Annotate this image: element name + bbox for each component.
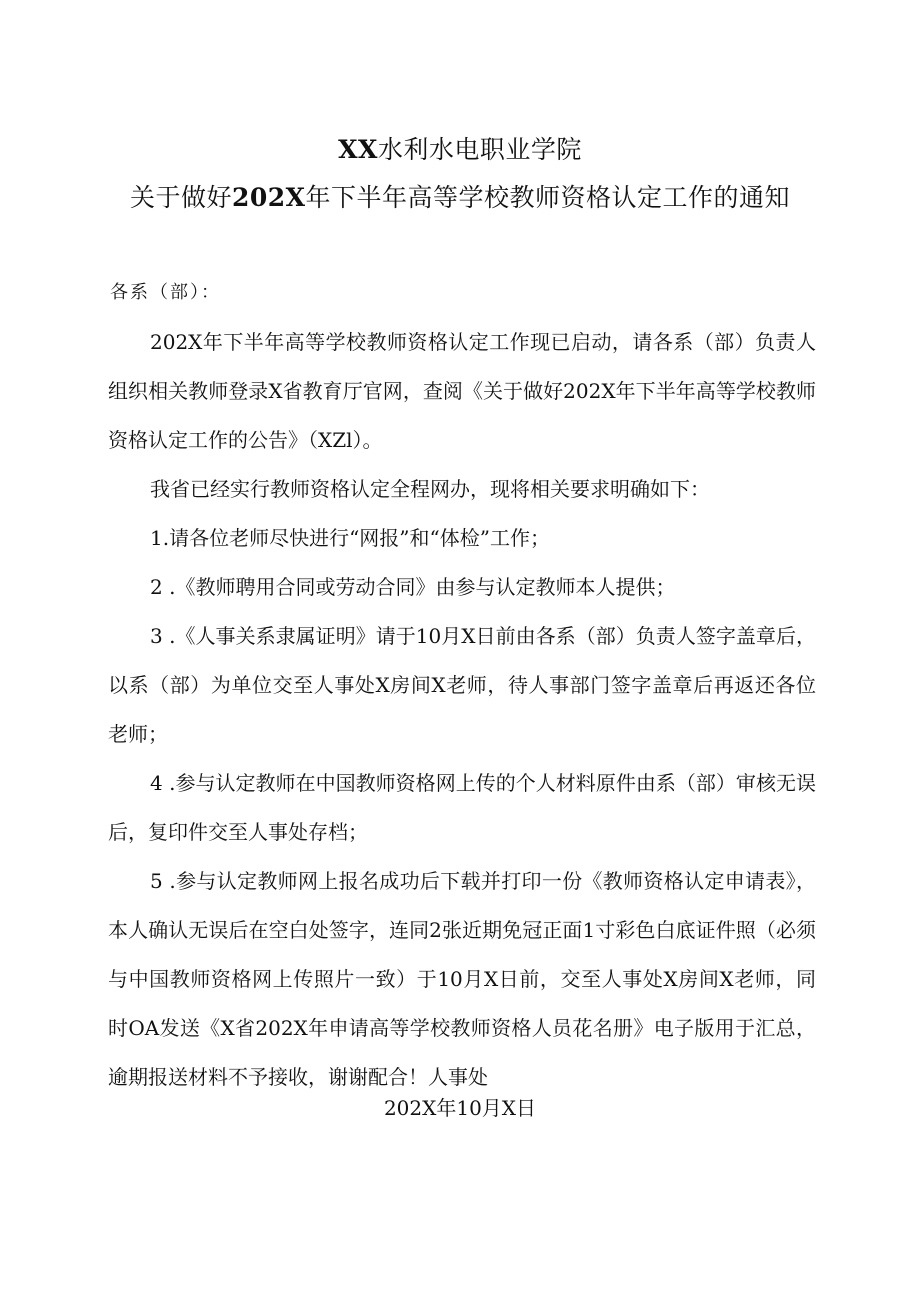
paragraph-item-1: 1.请各位老师尽快进行“网报”和“体检”工作； — [150, 526, 550, 550]
salutation: 各系（部）： — [110, 282, 221, 303]
title-notice-rest: 年下半年高等学校教师资格认定工作的通知 — [305, 183, 791, 212]
paragraph-item-2: 2 .《教师聘用合同或劳动合同》由参与认定教师本人提供； — [150, 575, 676, 599]
paragraph-item-3: 3 .《人事关系隶属证明》请于10月X日前由各系（部）负责人签字盖章后，以系（部）为单位交至人事处X房间X老师，待人事部门签字盖章后再返还各位老师； — [108, 624, 816, 746]
title-school-name: 水利水电职业学院 — [377, 135, 582, 164]
paragraph-requirements-lead: 我省已经实行教师资格认定全程网办，现将相关要求明确如下： — [150, 477, 710, 501]
document-date: 202X年10月X日 — [383, 1096, 537, 1120]
title-notice-prefix: 关于做好 — [129, 183, 232, 212]
paragraph-item-4: 4 .参与认定教师在中国教师资格网上传的个人材料原件由系（部）审核无误后，复印件交至人事处存档； — [108, 771, 816, 844]
document-title-line-1 — [0, 133, 920, 167]
document-title-line-2 — [0, 181, 920, 215]
paragraph-intro: 202X年下半年高等学校教师资格认定工作现已启动，请各系（部）负责人组织相关教师登录X省教育厅官网，查阅《关于做好202X年下半年高等学校教师资格认定工作的公告》（XZl）。 — [108, 330, 816, 452]
paragraph-item-5: 5 .参与认定教师网上报名成功后下载并打印一份《教师资格认定申请表》，本人确认无误后在空白处签字，连同2张近期免冠正面1寸彩色白底证件照（必须与中国教师资格网上传照片一致）于10月X日前，交至人事处X房间X老师，同时OA发送《X省202X年申请高等学校教师资格人员花名册》电子版用于汇总，逾期报送材料不予接收，谢谢配合！人事处 — [108, 869, 816, 1089]
title-school-prefix: XX — [338, 135, 378, 164]
title-notice-year: 202X — [231, 183, 306, 212]
